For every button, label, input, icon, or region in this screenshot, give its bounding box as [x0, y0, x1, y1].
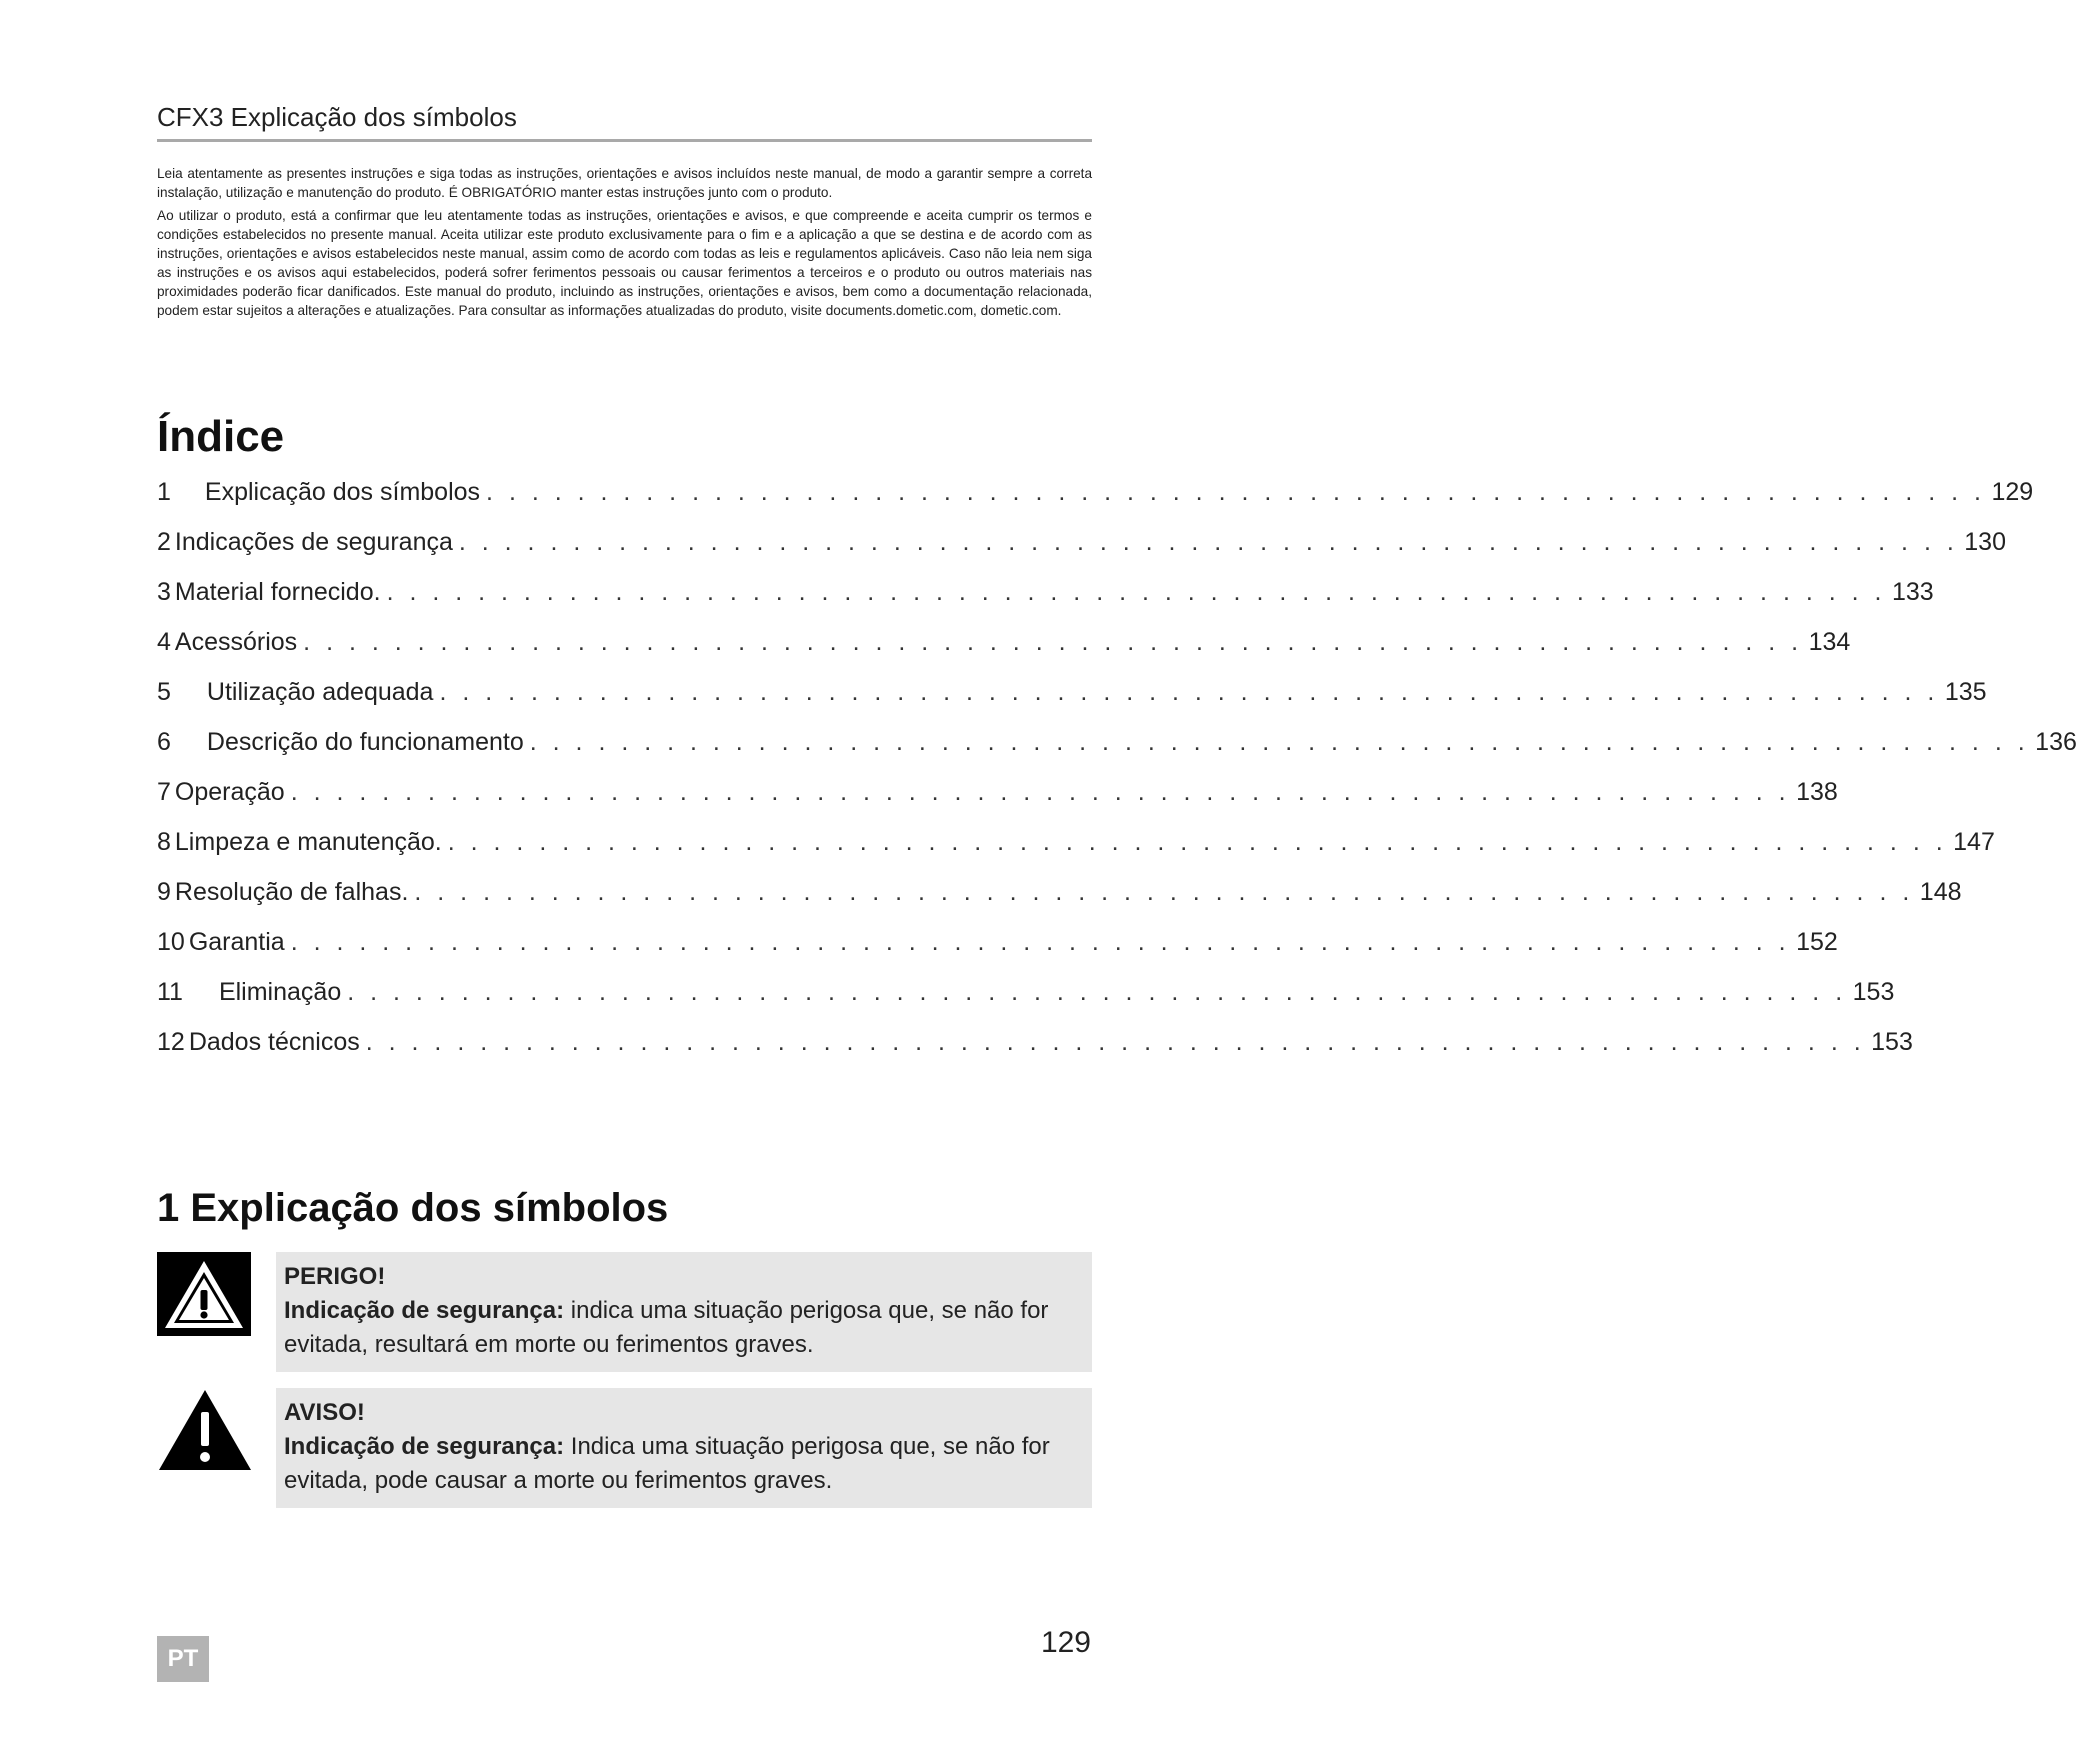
toc-entry-page: 138 — [1796, 778, 1838, 806]
toc-dot-leader: . . . . . . . . . . . . . . . . . . . . . . . . . . . . . . . . . . . . . . . . . . . . . . . . . . . . . . . . . . . . . . . . . . — [486, 478, 1986, 506]
toc-entry[interactable] — [157, 878, 1962, 912]
toc-entry-page: 129 — [1991, 478, 2034, 506]
toc-entry-title: Indicações de segurança — [174, 528, 453, 556]
toc-entry-title: Garantia — [188, 928, 285, 956]
warning-notice — [276, 1388, 1092, 1508]
toc-dot-leader: . . . . . . . . . . . . . . . . . . . . . . . . . . . . . . . . . . . . . . . . . . . . . . . . . . . . . . . . . . . . . . . . . . — [347, 978, 1847, 1006]
page-header: CFX3 Explicação dos símbolos — [157, 102, 1092, 142]
toc-dot-leader: . . . . . . . . . . . . . . . . . . . . . . . . . . . . . . . . . . . . . . . . . . . . . . . . . . . . . . . . . . . . . . . . . . — [290, 778, 1791, 806]
toc-entry-number: 11 — [157, 978, 183, 1006]
toc-entry-title: Eliminação — [218, 978, 342, 1006]
toc-dot-leader: . . . . . . . . . . . . . . . . . . . . . . . . . . . . . . . . . . . . . . . . . . . . . . . . . . . . . . . . . . . . . . . . . . — [365, 1028, 1866, 1056]
toc-dot-leader: . . . . . . . . . . . . . . . . . . . . . . . . . . . . . . . . . . . . . . . . . . . . . . . . . . . . . . . . . . . . . . . . . . — [290, 928, 1791, 956]
toc-entry[interactable] — [157, 928, 1838, 962]
notice-text: Indica uma situação perigosa que, se não for evitada, pode causar a morte ou ferimentos graves. — [284, 1433, 1050, 1494]
notice-text: indica uma situação perigosa que, se não for evitada, resultará em morte ou ferimentos graves. — [284, 1297, 1049, 1358]
toc-entry-number: 2 — [157, 528, 171, 556]
toc-dot-leader: . . . . . . . . . . . . . . . . . . . . . . . . . . . . . . . . . . . . . . . . . . . . . . . . . . . . . . . . . . . . . . . . . . — [529, 728, 2030, 756]
toc-entry-number: 1 — [157, 478, 171, 506]
toc-entry[interactable] — [157, 578, 1934, 612]
toc-entry[interactable] — [157, 728, 2077, 762]
toc-entry[interactable] — [157, 828, 1995, 862]
toc-entry-number: 7 — [157, 778, 171, 806]
toc-entry-number: 3 — [157, 578, 171, 606]
toc-entry-page: 153 — [1852, 978, 1895, 1006]
notice-label: AVISO! — [284, 1399, 365, 1426]
page-number: 129 — [1040, 1626, 1091, 1659]
toc-entry-page: 153 — [1871, 1028, 1913, 1056]
toc-entry-page: 133 — [1891, 578, 1934, 606]
danger-warning-icon — [157, 1252, 251, 1341]
language-tag: PT — [157, 1636, 209, 1682]
toc-entry-page: 130 — [1964, 528, 2006, 556]
toc-entry[interactable] — [157, 778, 1838, 812]
toc-entry-number: 10 — [157, 928, 185, 956]
notice-label: PERIGO! — [284, 1263, 386, 1290]
toc-dot-leader: . . . . . . . . . . . . . . . . . . . . . . . . . . . . . . . . . . . . . . . . . . . . . . . . . . . . . . . . . . . . . . . . . . — [447, 828, 1948, 856]
toc-dot-leader: . . . . . . . . . . . . . . . . . . . . . . . . . . . . . . . . . . . . . . . . . . . . . . . . . . . . . . . . . . . . . . . . . . — [303, 628, 1803, 656]
section-title: 1 Explicação dos símbolos — [157, 1186, 669, 1230]
toc-entry[interactable] — [157, 628, 1851, 662]
notice-lead: Indicação de segurança: — [284, 1433, 565, 1460]
toc-entry-title: Dados técnicos — [188, 1028, 360, 1056]
toc-entry-title: Explicação dos símbolos — [204, 478, 481, 506]
toc-entry-page: 152 — [1796, 928, 1838, 956]
toc-entry[interactable] — [157, 1028, 1913, 1062]
toc-entry-page: 134 — [1808, 628, 1851, 656]
toc-entry-page: 147 — [1953, 828, 1995, 856]
toc-entry-title: Material fornecido. — [174, 578, 381, 606]
toc-entry-title: Limpeza e manutenção. — [174, 828, 442, 856]
toc-entry-page: 136 — [2035, 728, 2077, 756]
toc-entry-title: Resolução de falhas. — [174, 878, 409, 906]
toc-entry-title: Operação — [174, 778, 285, 806]
toc-entry[interactable] — [157, 528, 2006, 562]
toc-entry-page: 135 — [1944, 678, 1987, 706]
toc-entry-number: 8 — [157, 828, 171, 856]
toc-dot-leader: . . . . . . . . . . . . . . . . . . . . . . . . . . . . . . . . . . . . . . . . . . . . . . . . . . . . . . . . . . . . . . . . . . — [386, 578, 1886, 606]
toc-entry[interactable] — [157, 478, 2034, 512]
notice-lead: Indicação de segurança: — [284, 1297, 565, 1324]
toc-entry-title: Acessórios — [174, 628, 298, 656]
toc-entry-title: Descrição do funcionamento — [206, 728, 524, 756]
intro-paragraph-2: Ao utilizar o produto, está a confirmar que leu atentamente todas as instruções, orientações e avisos, e que compreende e aceita cumprir os termos e condições estabelecidos no presente manual. Aceita utilizar este produto exclusivamente para o fim e a aplicação a que se destina e de acordo com as instruções, orientações e avisos estabelecidos neste manual, assim como de acordo com todas as leis e regulamentos aplicáveis. Caso não leia nem siga as instruções e os avisos aqui estabelecidos, poderá sofrer ferimentos pessoais ou causar ferimentos a terceiros e o produto ou outros materiais nas proximidades poderão ficar danificados. Este manual do produto, incluindo as instruções, orientações e avisos, bem como a documentação relacionada, podem estar sujeitos a alterações e atualizações. Para consultar as informações atualizadas do produto, visite documents.dometic.com, dometic.com. — [157, 208, 1092, 318]
toc-dot-leader: . . . . . . . . . . . . . . . . . . . . . . . . . . . . . . . . . . . . . . . . . . . . . . . . . . . . . . . . . . . . . . . . . . — [439, 678, 1939, 706]
toc-entry-number: 9 — [157, 878, 171, 906]
toc-entry-number: 4 — [157, 628, 171, 656]
toc-title: Índice — [157, 412, 285, 461]
toc-dot-leader: . . . . . . . . . . . . . . . . . . . . . . . . . . . . . . . . . . . . . . . . . . . . . . . . . . . . . . . . . . . . . . . . . . — [414, 878, 1914, 906]
toc-entry-number: 6 — [157, 728, 171, 756]
danger-notice — [276, 1252, 1092, 1372]
intro-text — [157, 164, 1092, 324]
toc-entry-number: 5 — [157, 678, 171, 706]
toc-entry[interactable] — [157, 678, 1987, 712]
intro-paragraph-1: Leia atentamente as presentes instruções e siga todas as instruções, orientações e avisos incluídos neste manual, de modo a garantir sempre a correta instalação, utilização e manutenção do produto. É OBRIGATÓRIO manter estas instruções junto com o produto. — [157, 166, 1092, 200]
toc-entry[interactable] — [157, 978, 1895, 1012]
toc-entry-number: 12 — [157, 1028, 185, 1056]
toc-dot-leader: . . . . . . . . . . . . . . . . . . . . . . . . . . . . . . . . . . . . . . . . . . . . . . . . . . . . . . . . . . . . . . . . . . — [458, 528, 1959, 556]
toc-entry-title: Utilização adequada — [206, 678, 434, 706]
warning-icon — [157, 1388, 253, 1477]
toc-entry-page: 148 — [1919, 878, 1962, 906]
